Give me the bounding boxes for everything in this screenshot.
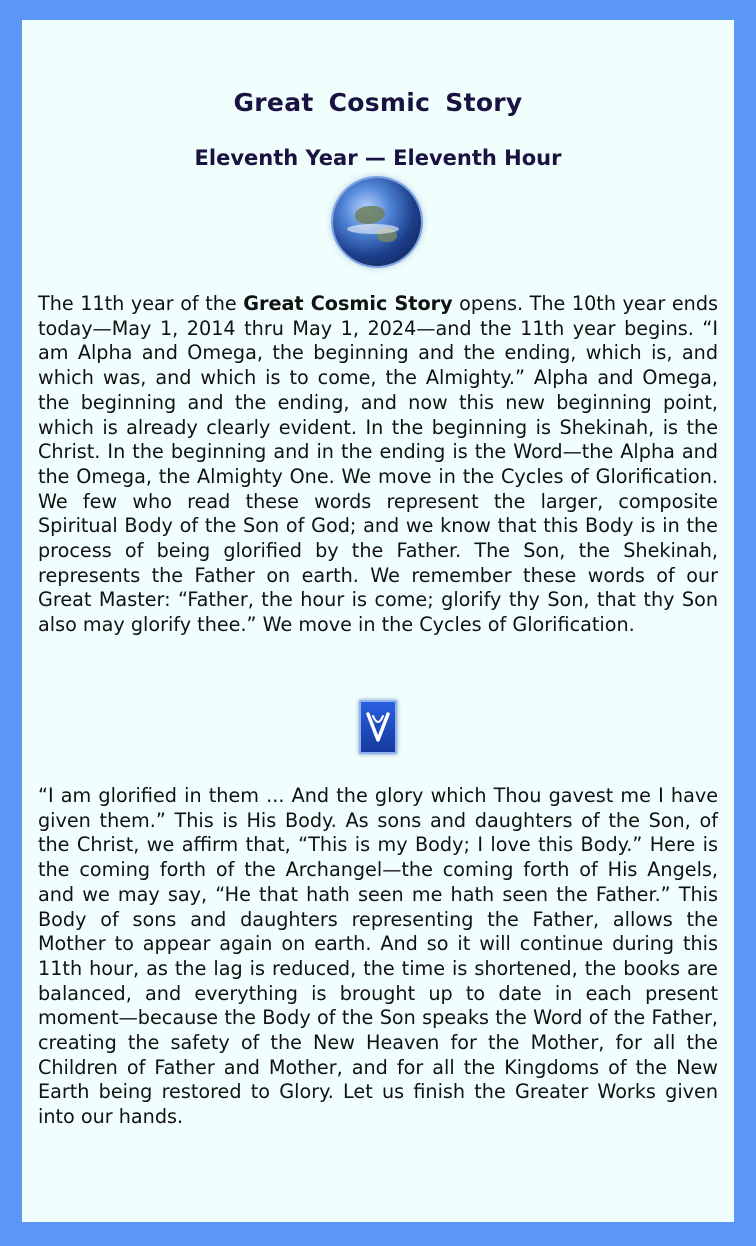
paragraph-1-rest: opens. The 10th year ends today—May 1, 2014 thru May 1, 2024—and the 11th year begins. “I am Alpha and Omega, the beginning and the ending, which is, and which was, and which is to come, the Almighty.” Alpha and Omega, the beginning and the ending, and now this new beginning point, which is already clearly evident. In the beginning is Shekinah, is the Christ. In the beginning and in the ending is the Word—the Alpha and the Omega, the Almighty One. We move in the Cycles of Glorification. We few who read these words represent the larger, composite Spiritual Body of the Son of God; and we know that this Body is in the process of being glorified by the Father. The Son, the Shekinah, represents the Father on earth. We remember these words of our Great Master: “Father, the hour is come; glorify thy Son, that thy Son also may glorify thee.” We move in the Cycles of Glorification. [38, 292, 718, 637]
paragraph-1 [38, 292, 718, 638]
earth-globe-icon [333, 178, 421, 266]
paragraph-1-start: The 11th year of the [38, 292, 244, 315]
page-title: Great Cosmic Story [233, 88, 523, 117]
paragraph-2: “I am glorified in them ... And the glory which Thou gavest me I have given them.” This is His Body. As sons and daughters of the Son, of the Christ, we affirm that, “This is my Body; I love this Body.” Here is the coming forth of the Archangel—the coming forth of His Angels, and we may say, “He that hath seen me hath seen the Father.” This Body of sons and daughters representing the Father, allows the Mother to appear again on earth. And so it will continue during this 11th hour, as the lag is reduced, the time is shortened, the books are balanced, and everything is brought up to date in each present moment—because the Body of the Son speaks the Word of the Father, creating the safety of the New Heaven for the Mother, for all the Children of Father and Mother, and for all the Kingdoms of the New Earth being restored to Glory. Let us finish the Greater Works given into our hands. [38, 784, 718, 1129]
page-card [22, 20, 734, 1222]
v-emblem-icon [359, 700, 397, 754]
paragraph-1-bold: Great Cosmic Story [243, 292, 453, 315]
page-subtitle: Eleventh Year — Eleventh Hour [194, 146, 562, 170]
